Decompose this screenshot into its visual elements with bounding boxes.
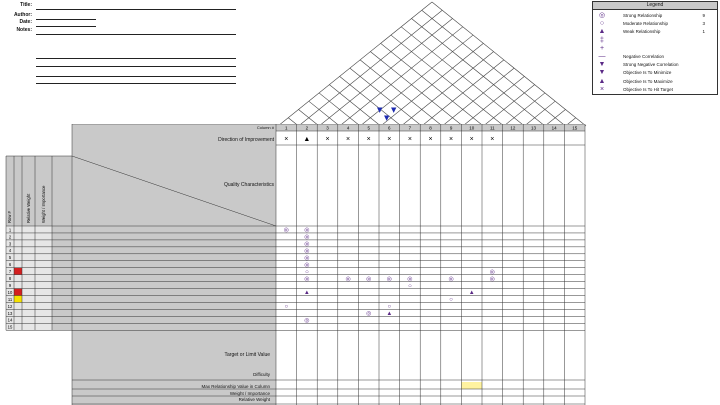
legend-label: Objective Is To Hit Target [623, 86, 673, 92]
weight-importance-label: Weight / Importance [229, 391, 270, 396]
column-number: 14 [551, 125, 557, 131]
legend-label: Moderate Relationship [623, 21, 669, 27]
x-icon: × [325, 136, 330, 143]
notes-label: Notes: [16, 27, 32, 33]
triangle-down-icon: ▼ [598, 61, 606, 69]
circle-dot-icon: ◎ [304, 241, 310, 248]
column-number: 8 [429, 125, 432, 131]
minus-icon: — [598, 53, 606, 60]
row-label-band [52, 226, 276, 330]
notes-line-4 [36, 76, 236, 77]
circle-icon: ○ [599, 20, 605, 28]
x-icon: × [366, 136, 371, 143]
direction-label: Direction of Improvement [218, 137, 274, 143]
legend-title: Legend [593, 2, 717, 10]
x-icon: × [469, 136, 474, 143]
circle-dot-icon: ◎ [304, 318, 310, 324]
row-number: 8 [8, 276, 12, 281]
author-label: Author: [13, 12, 32, 18]
priority-red-cell [14, 268, 22, 275]
legend-weight: 1 [702, 29, 705, 35]
priority-yellow-cell [14, 296, 22, 303]
legend-label: Weak Relationship [623, 29, 661, 35]
circle-dot-icon: ◎ [304, 227, 310, 234]
circle-icon: ○ [305, 269, 309, 276]
row-number: 2 [8, 234, 12, 240]
circle-dot-icon: ◎ [304, 234, 310, 241]
row-number-band [6, 226, 52, 330]
row-number: 5 [8, 255, 12, 261]
legend-label: Strong Relationship [623, 13, 663, 18]
circle-dot-icon: ◎ [366, 276, 372, 283]
notes-line-3 [36, 66, 236, 67]
row-number: 10 [7, 289, 13, 295]
x-icon: × [428, 136, 433, 143]
column-number: 15 [572, 125, 578, 131]
triangle-down-icon: ▼ [598, 69, 606, 77]
x-icon: × [449, 136, 454, 143]
row-number: 9 [8, 282, 12, 288]
column-number: 4 [346, 125, 350, 131]
legend-weight: 3 [702, 21, 705, 27]
circle-icon: ○ [387, 304, 392, 311]
notes-line-1 [36, 34, 236, 35]
column-number-label: Column # [256, 125, 274, 130]
circle-dot-icon: ◎ [448, 276, 454, 283]
row-number: 4 [8, 248, 12, 254]
column-number: 10 [469, 125, 475, 131]
triangle-up-icon: ▲ [598, 77, 606, 85]
circle-dot-icon: ◎ [598, 12, 606, 19]
date-underline [36, 26, 96, 27]
triangle-down-icon: ▼ [377, 106, 383, 114]
circle-dot-icon: ◎ [283, 227, 289, 234]
circle-dot-icon: ◎ [489, 276, 495, 283]
bottom-values-band [276, 380, 585, 405]
row-number: 13 [7, 310, 13, 316]
date-label: Date: [19, 19, 32, 25]
priority-red-cell [14, 289, 22, 296]
column-number: 7 [408, 125, 412, 131]
column-number: 12 [510, 125, 516, 131]
column-number: 3 [326, 125, 329, 131]
legend-label: Objective Is To Minimize [623, 70, 672, 76]
difficulty-label: Difficulty [253, 372, 270, 377]
max-relationship-label: Max Relationship Value in Column [201, 384, 270, 389]
double-plus-icon: ‡ [600, 36, 604, 44]
row-number: 14 [7, 317, 13, 323]
qfd-matrix [0, 124, 600, 405]
circle-dot-icon: ◎ [304, 262, 310, 269]
triangle-icon: ▲ [303, 290, 310, 297]
weight-importance-header: Weight / Importance [41, 185, 46, 223]
x-icon: × [387, 136, 392, 143]
triangle-icon: ▲ [386, 311, 393, 318]
row-number-header: Row # [7, 211, 12, 223]
circle-dot-icon: ◎ [366, 311, 372, 318]
quality-characteristics-label: Quality Characteristics [223, 182, 274, 188]
column-number: 9 [449, 125, 453, 131]
row-number: 3 [8, 241, 12, 247]
circle-dot-icon: ◎ [304, 255, 310, 262]
circle-dot-icon: ◎ [386, 276, 392, 283]
title-underline [36, 9, 236, 10]
circle-dot-icon: ◎ [345, 276, 351, 283]
highlight-cell [461, 382, 482, 389]
legend-label: Objective Is To Maximize [623, 78, 673, 84]
x-icon: × [599, 85, 605, 93]
triangle-icon: ▲ [598, 28, 606, 36]
legend-box [592, 1, 718, 95]
row-number: 11 [7, 296, 13, 302]
row-number: 1 [8, 227, 12, 233]
row-number: 15 [7, 324, 13, 330]
column-number: 1 [285, 125, 288, 131]
circle-icon: ○ [449, 297, 453, 304]
column-number: 6 [388, 125, 391, 131]
x-icon: × [346, 136, 351, 143]
x-icon: × [407, 136, 412, 143]
target-label: Target or Limit Value [224, 352, 270, 358]
circle-dot-icon: ◎ [304, 248, 310, 255]
triangle-icon: ▲ [468, 290, 475, 297]
x-icon: × [490, 136, 495, 143]
triangle-down-icon: ▼ [384, 114, 390, 122]
relative-weight-header: Relative Weight [26, 193, 31, 223]
relative-weight-label: Relative Weight [238, 397, 270, 402]
left-header-band [6, 156, 72, 226]
circle-icon: ○ [408, 283, 412, 290]
triangle-down-icon: ▼ [391, 106, 397, 114]
row-number: 7 [8, 269, 12, 275]
legend-row [593, 85, 717, 95]
plus-icon: + [599, 44, 605, 52]
column-number: 5 [367, 125, 370, 131]
circle-icon: ○ [284, 304, 289, 311]
title-label: Title: [20, 2, 32, 8]
legend-weight: 9 [702, 13, 705, 18]
legend-label: Negative Correlation [623, 54, 665, 59]
triangle-up-icon: ▲ [303, 136, 311, 143]
column-number: 13 [530, 125, 537, 131]
row-number: 12 [7, 303, 13, 309]
circle-dot-icon: ◎ [489, 269, 495, 276]
circle-dot-icon: ◎ [304, 276, 310, 283]
x-icon: × [284, 136, 289, 143]
column-number: 2 [305, 125, 309, 131]
correlation-roof [276, 0, 588, 131]
notes-line-5 [36, 83, 236, 84]
notes-line-2 [36, 58, 236, 59]
circle-dot-icon: ◎ [407, 276, 413, 283]
column-number: 11 [489, 125, 495, 131]
legend-label: Strong Negative Correlation [623, 62, 679, 68]
author-underline [36, 19, 96, 20]
row-number: 6 [8, 262, 12, 268]
